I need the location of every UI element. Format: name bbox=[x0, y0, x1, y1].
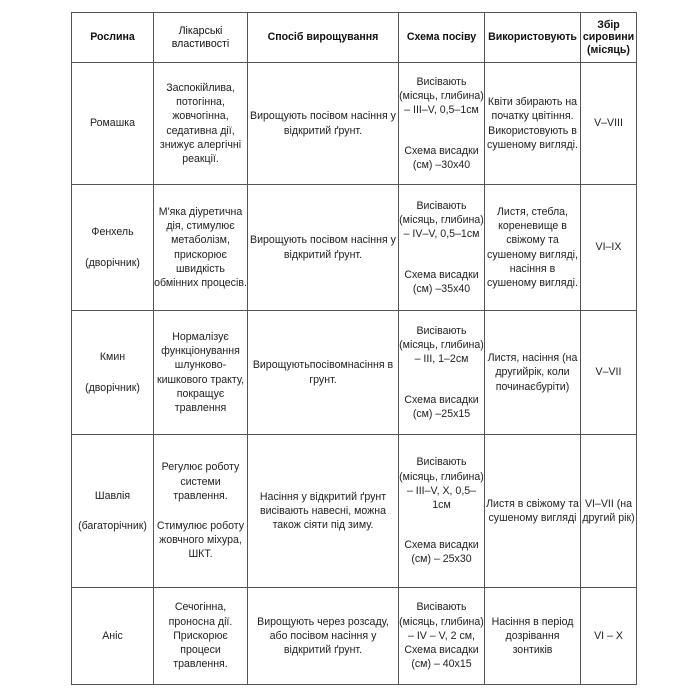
cell-usage: Листя, насіння (на другийрік, коли починаєбуріти) bbox=[485, 311, 581, 435]
header-cultivation: Спосіб вирощування bbox=[248, 13, 399, 63]
table-row bbox=[72, 588, 637, 685]
medicinal-part-2: Стимулює роботу жовчного міхура, ШКТ. bbox=[156, 520, 245, 561]
cell-cultivation: Вирощують через розсаду, або посівом насіння у відкритий ґрунт. bbox=[248, 588, 399, 685]
cell-usage: Квіти збирають на початку цвітіння. Використовують в сушеному вигляді. bbox=[485, 63, 581, 185]
header-medicinal: Лікарські властивості bbox=[154, 13, 248, 63]
cell-cultivation: Вирощують посівом насіння у відкритий ґрунт. bbox=[248, 63, 399, 185]
cell-usage: Насіння в період дозрівання зонтиків bbox=[485, 588, 581, 685]
table-row bbox=[72, 185, 637, 311]
cell-medicinal: М'яка діуретична дія, стимулює метаболізм, прискорює швидкість обмінних процесів. bbox=[154, 185, 248, 311]
cell-plant bbox=[72, 185, 154, 311]
table-row bbox=[72, 311, 637, 435]
cell-harvest: V–VII bbox=[581, 311, 637, 435]
plant-name: Фенхель bbox=[91, 226, 134, 239]
cell-plant bbox=[72, 435, 154, 588]
cell-medicinal bbox=[154, 435, 248, 588]
plant-note: (дворічник) bbox=[85, 256, 140, 269]
plant-name: Ромашка bbox=[90, 117, 135, 130]
scheme-plant: Схема висадки (см) –25х15 bbox=[404, 393, 479, 420]
header-usage: Використовують bbox=[485, 13, 581, 63]
cell-cultivation: Вирощуютьпосівомнасіння в грунт. bbox=[248, 311, 399, 435]
cell-usage: Листя в свіжому та сушеному вигляді bbox=[485, 435, 581, 588]
cell-medicinal: Сечогінна, проносна дії. Прискорює процеси травлення. bbox=[154, 588, 248, 685]
plant-name: Кмин bbox=[99, 351, 126, 364]
herbs-table bbox=[71, 12, 637, 685]
cell-scheme bbox=[399, 435, 485, 588]
cell-scheme bbox=[399, 588, 485, 685]
header-scheme: Схема посіву bbox=[399, 13, 485, 63]
scheme-plant: Схема висадки (см) – 25х30 bbox=[404, 539, 479, 566]
header-harvest: Збір сировини (місяць) bbox=[581, 13, 637, 63]
cell-scheme bbox=[399, 185, 485, 311]
cell-medicinal: Заспокійлива, потогінна, жовчогінна, седативна дії, знижує алергічні реакції. bbox=[154, 63, 248, 185]
cell-cultivation: Насіння у відкритий ґрунт висівають навесні, можна також сіяти під зиму. bbox=[248, 435, 399, 588]
cell-harvest: VI – X bbox=[581, 588, 637, 685]
plant-note: (дворічник) bbox=[85, 381, 140, 394]
scheme-plant: Схема висадки (см) –30х40 bbox=[404, 144, 479, 171]
table-row bbox=[72, 435, 637, 588]
table-row bbox=[72, 63, 637, 185]
scheme-sow: Висівають (місяць, глибина) – IV – V, 2 см, Схема висадки (см) – 40х15 bbox=[399, 601, 484, 671]
table-header-row bbox=[72, 13, 637, 63]
cell-harvest: V–VIII bbox=[581, 63, 637, 185]
plant-name: Аніс bbox=[102, 629, 123, 642]
plant-name: Шавлія bbox=[94, 489, 131, 502]
scheme-sow: Висівають (місяць, глибина) – III–V, 0,5–1см bbox=[399, 75, 484, 117]
cell-scheme bbox=[399, 63, 485, 185]
cell-harvest: VI–VII (на другий рік) bbox=[581, 435, 637, 588]
cell-scheme bbox=[399, 311, 485, 435]
scheme-sow: Висівають (місяць, глибина) – IV–V, 0,5–1см bbox=[399, 199, 484, 241]
cell-plant bbox=[72, 588, 154, 685]
medicinal-part-1: Регулює роботу системи травлення. bbox=[161, 461, 240, 502]
scheme-sow: Висівають (місяць, глибина) – III–V, X, 0,5–1см bbox=[399, 456, 484, 511]
cell-cultivation: Вирощують посівом насіння у відкритий ґрунт. bbox=[248, 185, 399, 311]
cell-medicinal: Нормалізує функціонування шлунково-кишкового тракту, покращує травлення bbox=[154, 311, 248, 435]
scheme-plant: Схема висадки (см) –35х40 bbox=[404, 268, 479, 295]
plant-note: (багаторічник) bbox=[78, 520, 147, 532]
cell-plant bbox=[72, 63, 154, 185]
cell-usage: Листя, стебла, кореневище в свіжому та сушеному вигляді, насіння в сушеному вигляді. bbox=[485, 185, 581, 311]
cell-plant bbox=[72, 311, 154, 435]
header-plant: Рослина bbox=[72, 13, 154, 63]
scheme-sow: Висівають (місяць, глибина) – III, 1–2см bbox=[399, 324, 484, 366]
cell-harvest: VI–IX bbox=[581, 185, 637, 311]
